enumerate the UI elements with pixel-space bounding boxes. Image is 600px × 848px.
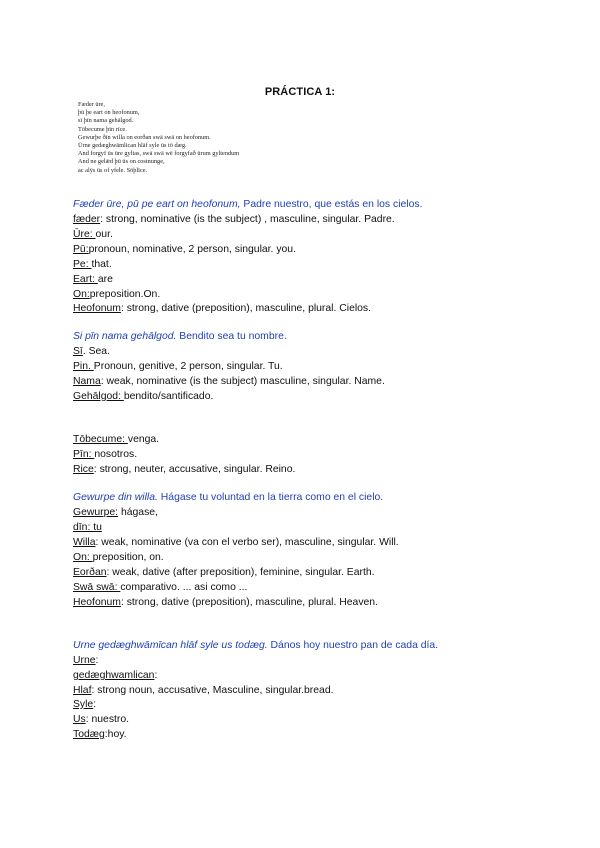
gloss-entry [73,243,296,256]
gloss-text: : [93,699,97,710]
gloss-entry [73,345,110,358]
gloss-entry [73,288,160,301]
heading-old-english: Si pīn nama gehālgod. [73,331,177,342]
heading-old-english: Urne gedæghwāmīcan hlāf syle us todæg. [73,640,268,651]
poem-line: sī þīn nama gehālgod. [78,117,134,125]
heading-spanish: Bendito sea tu nombre. [176,331,287,342]
gloss-term: Pe: [73,259,92,270]
gloss-term: Pū: [73,244,89,255]
gloss-entry [73,566,375,579]
section-5-heading [73,639,438,652]
gloss-text: that. [91,259,112,270]
heading-spanish: Padre nuestro, que estás en los cielos. [240,199,423,210]
gloss-term: Urne [73,655,96,666]
gloss-term: Gewurpe: [73,507,119,518]
gloss-entry [73,273,113,286]
gloss-text: :hoy. [104,729,127,740]
gloss-term: Tōbecume: [73,434,128,445]
gloss-entry [73,521,102,534]
gloss-entry [73,713,129,726]
gloss-entry [73,433,159,446]
gloss-term: Eorðan [73,567,107,578]
heading-spanish: Dános hoy nuestro pan de cada día. [267,640,439,651]
gloss-entry [73,213,395,226]
gloss-text: : strong, dative (preposition), masculine, plural. Cielos. [120,303,372,314]
gloss-term: dīn: tu [73,522,102,533]
gloss-text: venga. [127,434,160,445]
gloss-text: : strong, neuter, accusative, singular. Reino. [93,464,296,475]
gloss-text: . Sea. [82,346,110,357]
gloss-term: Sī [73,346,83,357]
gloss-entry [73,596,378,609]
gloss-term: Gehālgod: [73,391,124,402]
gloss-text: : [154,670,158,681]
gloss-entry [73,302,371,315]
gloss-text: preposition.On. [89,289,161,300]
poem-line: And forgyf ūs ūre gyltas, swā swā wē forgyfað ūrum gyltendum [78,150,240,158]
gloss-text: : weak, dative (after preposition), feminine, singular. Earth. [106,567,375,578]
section-1-heading [73,198,422,211]
page-title: PRÁCTICA 1: [264,86,336,98]
gloss-text: nosotros. [94,449,138,460]
gloss-term: Syle [73,699,94,710]
gloss-entry [73,551,164,564]
gloss-term: fæder [73,214,101,225]
heading-spanish: Hágase tu voluntad en la tierra como en el cielo. [157,492,384,503]
gloss-text: our. [95,229,113,240]
gloss-term: Willa [73,537,96,548]
gloss-text: are [97,274,113,285]
gloss-text: : weak, nominative (va con el verbo ser), masculine, singular. Will. [95,537,399,548]
poem-line: Ūrne gedæghwāmlican hlāf syle ūs tō dæg. [78,142,187,150]
gloss-text: preposition, on. [92,552,164,563]
gloss-text: : [95,655,99,666]
gloss-term: Hlaf [73,685,92,696]
gloss-entry [73,684,334,697]
section-4-heading [73,491,383,504]
gloss-term: Ūre: [73,229,96,240]
gloss-term: Nama [73,376,101,387]
gloss-term: On: [73,289,90,300]
poem-line: Tōbecume þīn rīce. [78,125,127,133]
poem-line: Gewurþe ðīn willa on eorðan swā swā on heofonum. [78,133,211,141]
gloss-entry [73,463,295,476]
old-english-poem-excerpt [78,101,239,175]
poem-line: And ne gelǣd þū ūs on costnunge, [78,158,165,166]
gloss-text: bendito/santificado. [123,391,214,402]
gloss-term: Pin. [73,361,94,372]
heading-old-english: Fæder ūre, pū pe eart on heofonum, [73,199,241,210]
poem-line: þū þe eart on heofonum, [78,109,140,117]
gloss-entry [73,728,127,741]
gloss-text: hágase, [118,507,158,518]
gloss-entry [73,536,399,549]
gloss-entry [73,448,137,461]
gloss-text: : strong noun, accusative, Masculine, singular.bread. [91,685,334,696]
gloss-text: comparativo. ... asi como ... [120,582,248,593]
section-2-heading [73,330,287,343]
gloss-text: Pronoun, genitive, 2 person, singular. Tu. [93,361,283,372]
gloss-term: Swā swā: [73,582,121,593]
gloss-term: Us [73,714,86,725]
gloss-entry [73,360,283,373]
gloss-entry [73,258,112,271]
poem-line: ac alȳs ūs of yfele. Sōþlīce. [78,166,148,174]
gloss-entry [73,669,157,682]
gloss-entry [73,698,96,711]
gloss-entry [73,375,385,388]
gloss-entry [73,581,247,594]
gloss-entry [73,654,98,667]
gloss-term: Heofonum [73,303,121,314]
gloss-term: Rice [73,464,94,475]
poem-line: Fæder ūre, [78,101,105,108]
gloss-entry [73,228,113,241]
gloss-text: : weak, nominative (is the subject) masculine, singular. Name. [100,376,385,387]
gloss-entry [73,390,213,403]
gloss-text: : strong, nominative (is the subject) , masculine, singular. Padre. [100,214,395,225]
gloss-term: Heofonum [73,597,121,608]
gloss-text: : strong, dative (preposition), masculine, plural. Heaven. [120,597,378,608]
gloss-term: Pīn: [73,449,95,460]
gloss-term: gedæghwamlican [73,670,155,681]
gloss-entry [73,506,158,519]
gloss-text: pronoun, nominative, 2 person, singular. you. [88,244,296,255]
gloss-term: Eart: [73,274,98,285]
heading-old-english: Gewurpe din willa. [73,492,158,503]
gloss-term: On: [73,552,93,563]
gloss-text: : nuestro. [85,714,130,725]
gloss-term: Todæg [73,729,105,740]
